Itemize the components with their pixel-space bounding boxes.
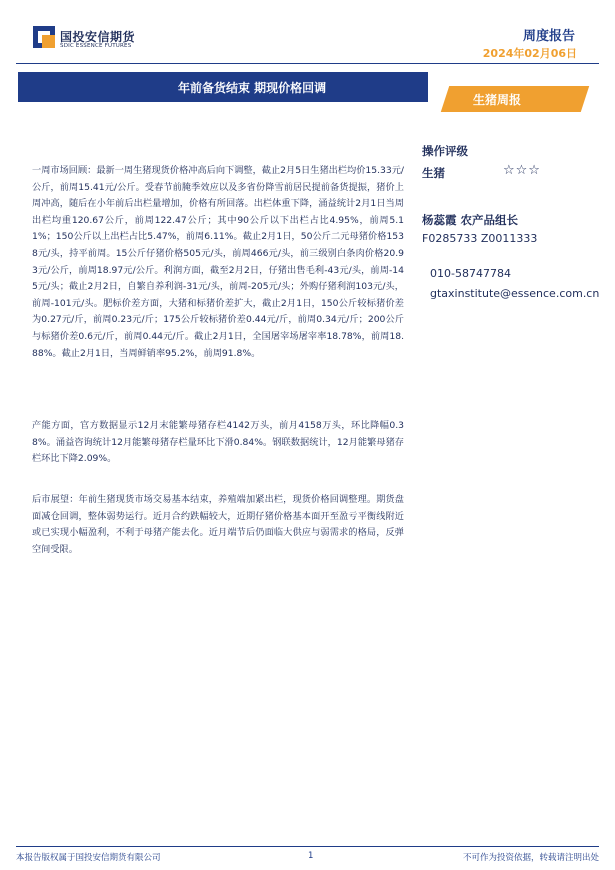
logo-chinese-name: 国投安信期货 — [60, 30, 136, 44]
rating-commodity: 生猪 — [422, 166, 445, 180]
rating-stars-icon: ☆☆☆ — [503, 163, 541, 178]
contact-email-container — [430, 287, 615, 303]
logo-mark-icon — [33, 26, 55, 48]
footer-disclaimer: 不可作为投资依据，转载请注明出处 — [462, 853, 599, 863]
report-type: 周度报告 — [522, 29, 575, 44]
capacity-paragraph: 产能方面，官方数据显示12月末能繁母猪存栏4142万头，前月4158万头，环比降幅0.38%。涌益咨询统计12月能繁母猪存栏量环比下滑0.84%。钢联数据统计，12月能繁母猪存栏环比下降2.09%。 — [32, 420, 404, 465]
title-bar — [18, 72, 428, 102]
analyst-name: 杨蕊霞 农产品组长 — [422, 213, 519, 227]
contact-email[interactable]: gtaxinstitute@essence.com.cn — [430, 287, 600, 300]
company-logo — [33, 26, 137, 52]
report-date: 2024年02月06日 — [482, 47, 577, 60]
page-number: 1 — [308, 851, 314, 861]
report-title: 年前备货结束 期现价格回调 — [178, 81, 327, 95]
contact-phone: 010-58747784 — [430, 267, 511, 280]
logo-english-name: SDIC ESSENCE FUTURES — [60, 43, 132, 49]
outlook-paragraph: 后市展望：年前生猪现货市场交易基本结束，养殖端加紧出栏，现货价格回调整理。期货盘面减仓回调，整体弱势运行。近月合约跌幅较大，近期仔猪价格基本面开至盈亏平衡线附近或已实现小幅盈利，不利于母猪产能去化。近月端节后仍面临大供应与弱需求的格局，反弹空间受限。 — [32, 494, 404, 555]
category-tag: 生猪周报 — [473, 93, 522, 107]
market-review-paragraph: 一周市场回顾：最新一周生猪现货价格冲高后向下调整，截止2月5日生猪出栏均价15.33元/公斤，前周15.41元/公斤。受春节前腌季效应以及多省份降雪前居民提前备货提振，猪价上周冲高，随后在小年前后出栏量增加，价格有所回落。出栏体重下降，涌益统计2月1日当周出栏均重120.67公斤，前周122.47公斤；其中90公斤以下出栏占比4.95%，前周5.11%；150公斤以上出栏占比5.47%，前周6.11%。截止2月1日，50公斤二元母猪价格1538元/头，持平前周。15公斤仔猪价格505元/头，前周466元/头，前三级别白条肉价格20.93元/公斤，前周18.97元/公斤。利润方面，截至2月2日，仔猪出售毛利-43元/头，前周-145元/头；截止2月2日，自繁自养利润-31元/头，前周-205元/头；外购仔猪利润103元/头，前周-101元/头。肥标价差方面，大猪和标猪价差扩大，截止2月1日，150公斤较标猪价差为0.27元/斤，前周0.23元/斤；175公斤较标猪价差0.44元/斤，前周0.34元/斤；200公斤与标猪价差0.6元/斤，前周0.44元/斤。截止2月1日，全国屠宰场屠宰率18.78%，前周18.88%。截止2月1日，当周鲜销率95.2%，前周91.8%。 — [32, 165, 404, 359]
header-divider — [16, 63, 599, 64]
rating-label: 操作评级 — [422, 144, 468, 158]
analyst-license: F0285733 Z0011333 — [422, 232, 538, 245]
footer-copyright: 本报告版权属于国投安信期货有限公司 — [16, 853, 161, 863]
footer-divider — [16, 846, 599, 847]
